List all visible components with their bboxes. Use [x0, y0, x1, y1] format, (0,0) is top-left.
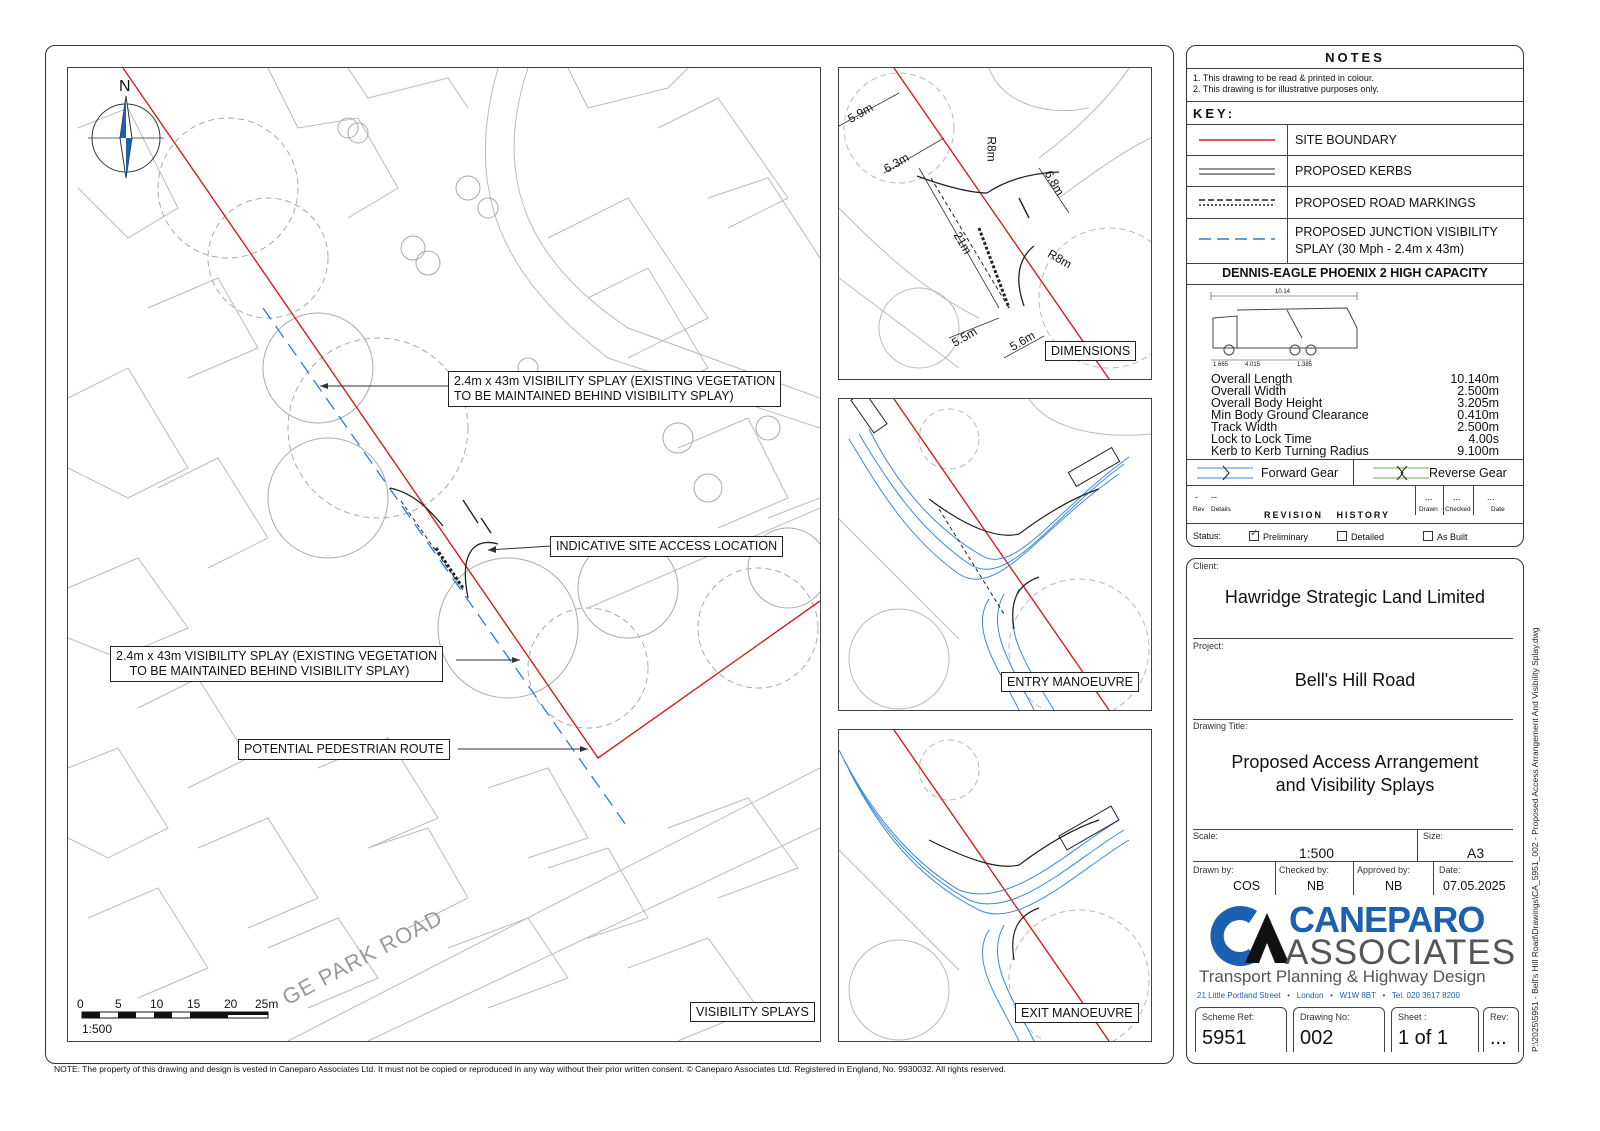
vehicle-spec-value: 3.205m [1457, 396, 1499, 410]
drawing-title-label: Drawing Title: [1193, 721, 1248, 731]
file-path: P:\2025\5951 - Bell's Hill Road\Drawings\CA_5951_002 - Proposed Access Arrangement And Visibility Splay.dwg [1530, 627, 1540, 1052]
notes-title: NOTES [1325, 50, 1385, 65]
scale-tick: 10 [150, 997, 164, 1011]
scale-tick: 0 [77, 997, 84, 1011]
drawing-no-label: Drawing No: [1300, 1012, 1350, 1022]
drawing-no-box [1293, 1007, 1385, 1052]
vehicle-spec-value: 2.500m [1457, 384, 1499, 398]
dim-label: 6.3m [881, 150, 912, 176]
footer-note: NOTE: The property of this drawing and design is vested in Caneparo Associates Ltd. It must not be copied or reproduced in any way without their prior written consent. © Caneparo Associates Ltd. Registered in England, No. 9930032. All rights reserved. [54, 1064, 1007, 1074]
key-symbols [1195, 128, 1279, 258]
forward-gear-label: Forward Gear [1261, 466, 1339, 480]
callout-site-access: INDICATIVE SITE ACCESS LOCATION [550, 536, 783, 557]
main-plan-view [67, 67, 821, 1042]
status-option-preliminary[interactable]: ✓ Preliminary [1249, 531, 1308, 542]
reverse-gear-label: Reverse Gear [1429, 466, 1507, 480]
date-value: 07.05.2025 [1443, 879, 1506, 893]
caneparo-logo-icon [1195, 903, 1295, 969]
dim-label: 5.6m [1007, 328, 1038, 354]
rev-value: ... [1490, 1027, 1507, 1049]
north-label: N [119, 78, 131, 95]
approved-by-value: NB [1385, 879, 1403, 893]
scheme-ref-box [1195, 1007, 1287, 1052]
status-option-detailed[interactable]: Detailed [1337, 531, 1384, 542]
vehicle-spec-name: Kerb to Kerb Turning Radius [1211, 444, 1369, 458]
sheet-value: 1 of 1 [1398, 1027, 1449, 1049]
size-label: Size: [1423, 831, 1444, 841]
truck-dim-c: 1.385 [1297, 362, 1313, 368]
scale-value: 1:500 [1299, 845, 1335, 861]
drawing-no-value: 002 [1300, 1027, 1334, 1049]
rev-box [1483, 1007, 1519, 1052]
dim-label: 21m [950, 229, 975, 257]
rev-label: Rev: [1490, 1012, 1509, 1022]
dim-label: 5.5m [949, 324, 980, 350]
dimensions-view [838, 67, 1152, 380]
scale-label: Scale: [1193, 831, 1219, 841]
title-block [1186, 558, 1524, 1064]
revision-header-details: Details [1211, 506, 1231, 513]
key-label: PROPOSED ROAD MARKINGS [1295, 196, 1476, 210]
dimensions-drawing [839, 68, 1151, 379]
revision-header-drawn: Drawn [1419, 506, 1438, 513]
road-name-label: GE PARK ROAD [278, 904, 447, 1011]
revision-header-date: Date [1491, 506, 1505, 513]
callout-visibility-splay-1: 2.4m x 43m VISIBILITY SPLAY (EXISTING VEGETATION TO BE MAINTAINED BEHIND VISIBILITY SPLAY) [448, 371, 781, 407]
truck-dim-a: 1.665 [1213, 362, 1229, 368]
status-option-as-built[interactable]: As Built [1423, 531, 1468, 542]
vehicle-spec-name: Track Width [1211, 420, 1278, 434]
notes-panel [1186, 45, 1524, 547]
note-item: 2. This drawing is for illustrative purposes only. [1193, 84, 1379, 94]
vehicle-spec-name: Overall Body Height [1211, 396, 1323, 410]
north-arrow-icon [88, 96, 164, 178]
vehicle-spec-value: 0.410m [1457, 408, 1499, 422]
revision-header-rev: Rev [1193, 506, 1205, 513]
client-name: Hawridge Strategic Land Limited [1224, 587, 1486, 607]
key-label: SITE BOUNDARY [1295, 133, 1397, 147]
key-label: PROPOSED JUNCTION VISIBILITY SPLAY (30 Mph - 2.4m x 43m) [1295, 225, 1498, 256]
entry-manoeuvre-drawing [839, 399, 1151, 710]
vehicle-title: DENNIS-EAGLE PHOENIX 2 HIGH CAPACITY [1222, 266, 1488, 280]
scale-tick: 25m [255, 997, 279, 1011]
date-label: Date: [1439, 865, 1461, 875]
approved-by-label: Approved by: [1357, 865, 1411, 875]
dim-label: 6.8m [1041, 167, 1068, 199]
checked-by-value: NB [1307, 879, 1325, 893]
panel-label-exit-manoeuvre: EXIT MANOEUVRE [1015, 1003, 1139, 1023]
note-item: 1. This drawing to be read & printed in colour. [1193, 73, 1374, 83]
truck-overall-dim: 10.14 [1275, 289, 1291, 295]
vehicle-spec-value: 10.140m [1450, 372, 1499, 386]
exit-manoeuvre-view [838, 729, 1152, 1042]
scale-tick: 15 [187, 997, 201, 1011]
revision-row-date: ... [1487, 492, 1495, 502]
panel-label-entry-manoeuvre: ENTRY MANOEUVRE [1001, 672, 1139, 692]
revision-history-title: REVISION HISTORY [1263, 510, 1391, 520]
company-name-1: CANEPARO [1289, 899, 1485, 940]
client-label: Client: [1193, 561, 1219, 571]
vehicle-spec-name: Min Body Ground Clearance [1211, 408, 1369, 422]
key-label: PROPOSED KERBS [1295, 164, 1412, 178]
drawing-title-line-2: and Visibility Splays [1275, 775, 1435, 795]
callout-pedestrian-route: POTENTIAL PEDESTRIAN ROUTE [238, 739, 450, 760]
revision-row-drawn: ... [1425, 492, 1433, 502]
sheet-label: Sheet : [1398, 1012, 1427, 1022]
panel-label-visibility-splays: VISIBILITY SPLAYS [690, 1002, 815, 1022]
truck-dim-b: 4.015 [1245, 362, 1261, 368]
company-tagline: Transport Planning & Highway Design [1199, 967, 1486, 986]
scale-bar [82, 1012, 268, 1018]
scale-bar-ratio: 1:500 [82, 1022, 113, 1036]
panel-label-dimensions: DIMENSIONS [1045, 341, 1136, 361]
dim-label: 5.9m [845, 100, 876, 126]
revision-header-checked: Checked [1445, 506, 1471, 513]
callout-visibility-splay-2: 2.4m x 43m VISIBILITY SPLAY (EXISTING VEGETATION TO BE MAINTAINED BEHIND VISIBILITY SPLAY) [110, 646, 443, 682]
status-label: Status: [1193, 531, 1222, 541]
revision-row-details: -- [1211, 492, 1217, 502]
sheet-box [1391, 1007, 1479, 1052]
revision-row-checked: ... [1453, 492, 1461, 502]
truck-icon [1207, 288, 1367, 368]
vehicle-spec-value: 4.00s [1468, 432, 1499, 446]
entry-manoeuvre-view [838, 398, 1152, 711]
drawn-by-value: COS [1233, 879, 1261, 893]
checked-by-label: Checked by: [1279, 865, 1330, 875]
vehicle-spec-value: 9.100m [1457, 444, 1499, 458]
vehicle-spec-name: Overall Width [1211, 384, 1287, 398]
company-name-2: ASSOCIATES [1285, 933, 1517, 972]
size-value: A3 [1467, 845, 1485, 861]
vehicle-spec-name: Lock to Lock Time [1211, 432, 1312, 446]
exit-manoeuvre-drawing [839, 730, 1151, 1041]
scheme-ref-label: Scheme Ref: [1202, 1012, 1255, 1022]
vehicle-spec-name: Overall Length [1211, 372, 1293, 386]
scheme-ref-value: 5951 [1202, 1027, 1247, 1049]
company-address: 21 Little Portland Street • London • W1W 8BT • Tel. 020 3617 8200 [1197, 991, 1460, 1000]
dim-label: R8m [984, 136, 999, 162]
revision-row-rev: - [1195, 492, 1198, 502]
project-name: Bell's Hill Road [1294, 670, 1416, 690]
vehicle-spec-value: 2.500m [1457, 420, 1499, 434]
drawing-title-line-1: Proposed Access Arrangement [1231, 752, 1479, 772]
drawn-by-label: Drawn by: [1193, 865, 1234, 875]
project-label: Project: [1193, 641, 1224, 651]
dim-label: R8m [1045, 246, 1075, 272]
key-title: KEY: [1193, 106, 1236, 121]
scale-tick: 5 [115, 997, 122, 1011]
scale-tick: 20 [224, 997, 238, 1011]
